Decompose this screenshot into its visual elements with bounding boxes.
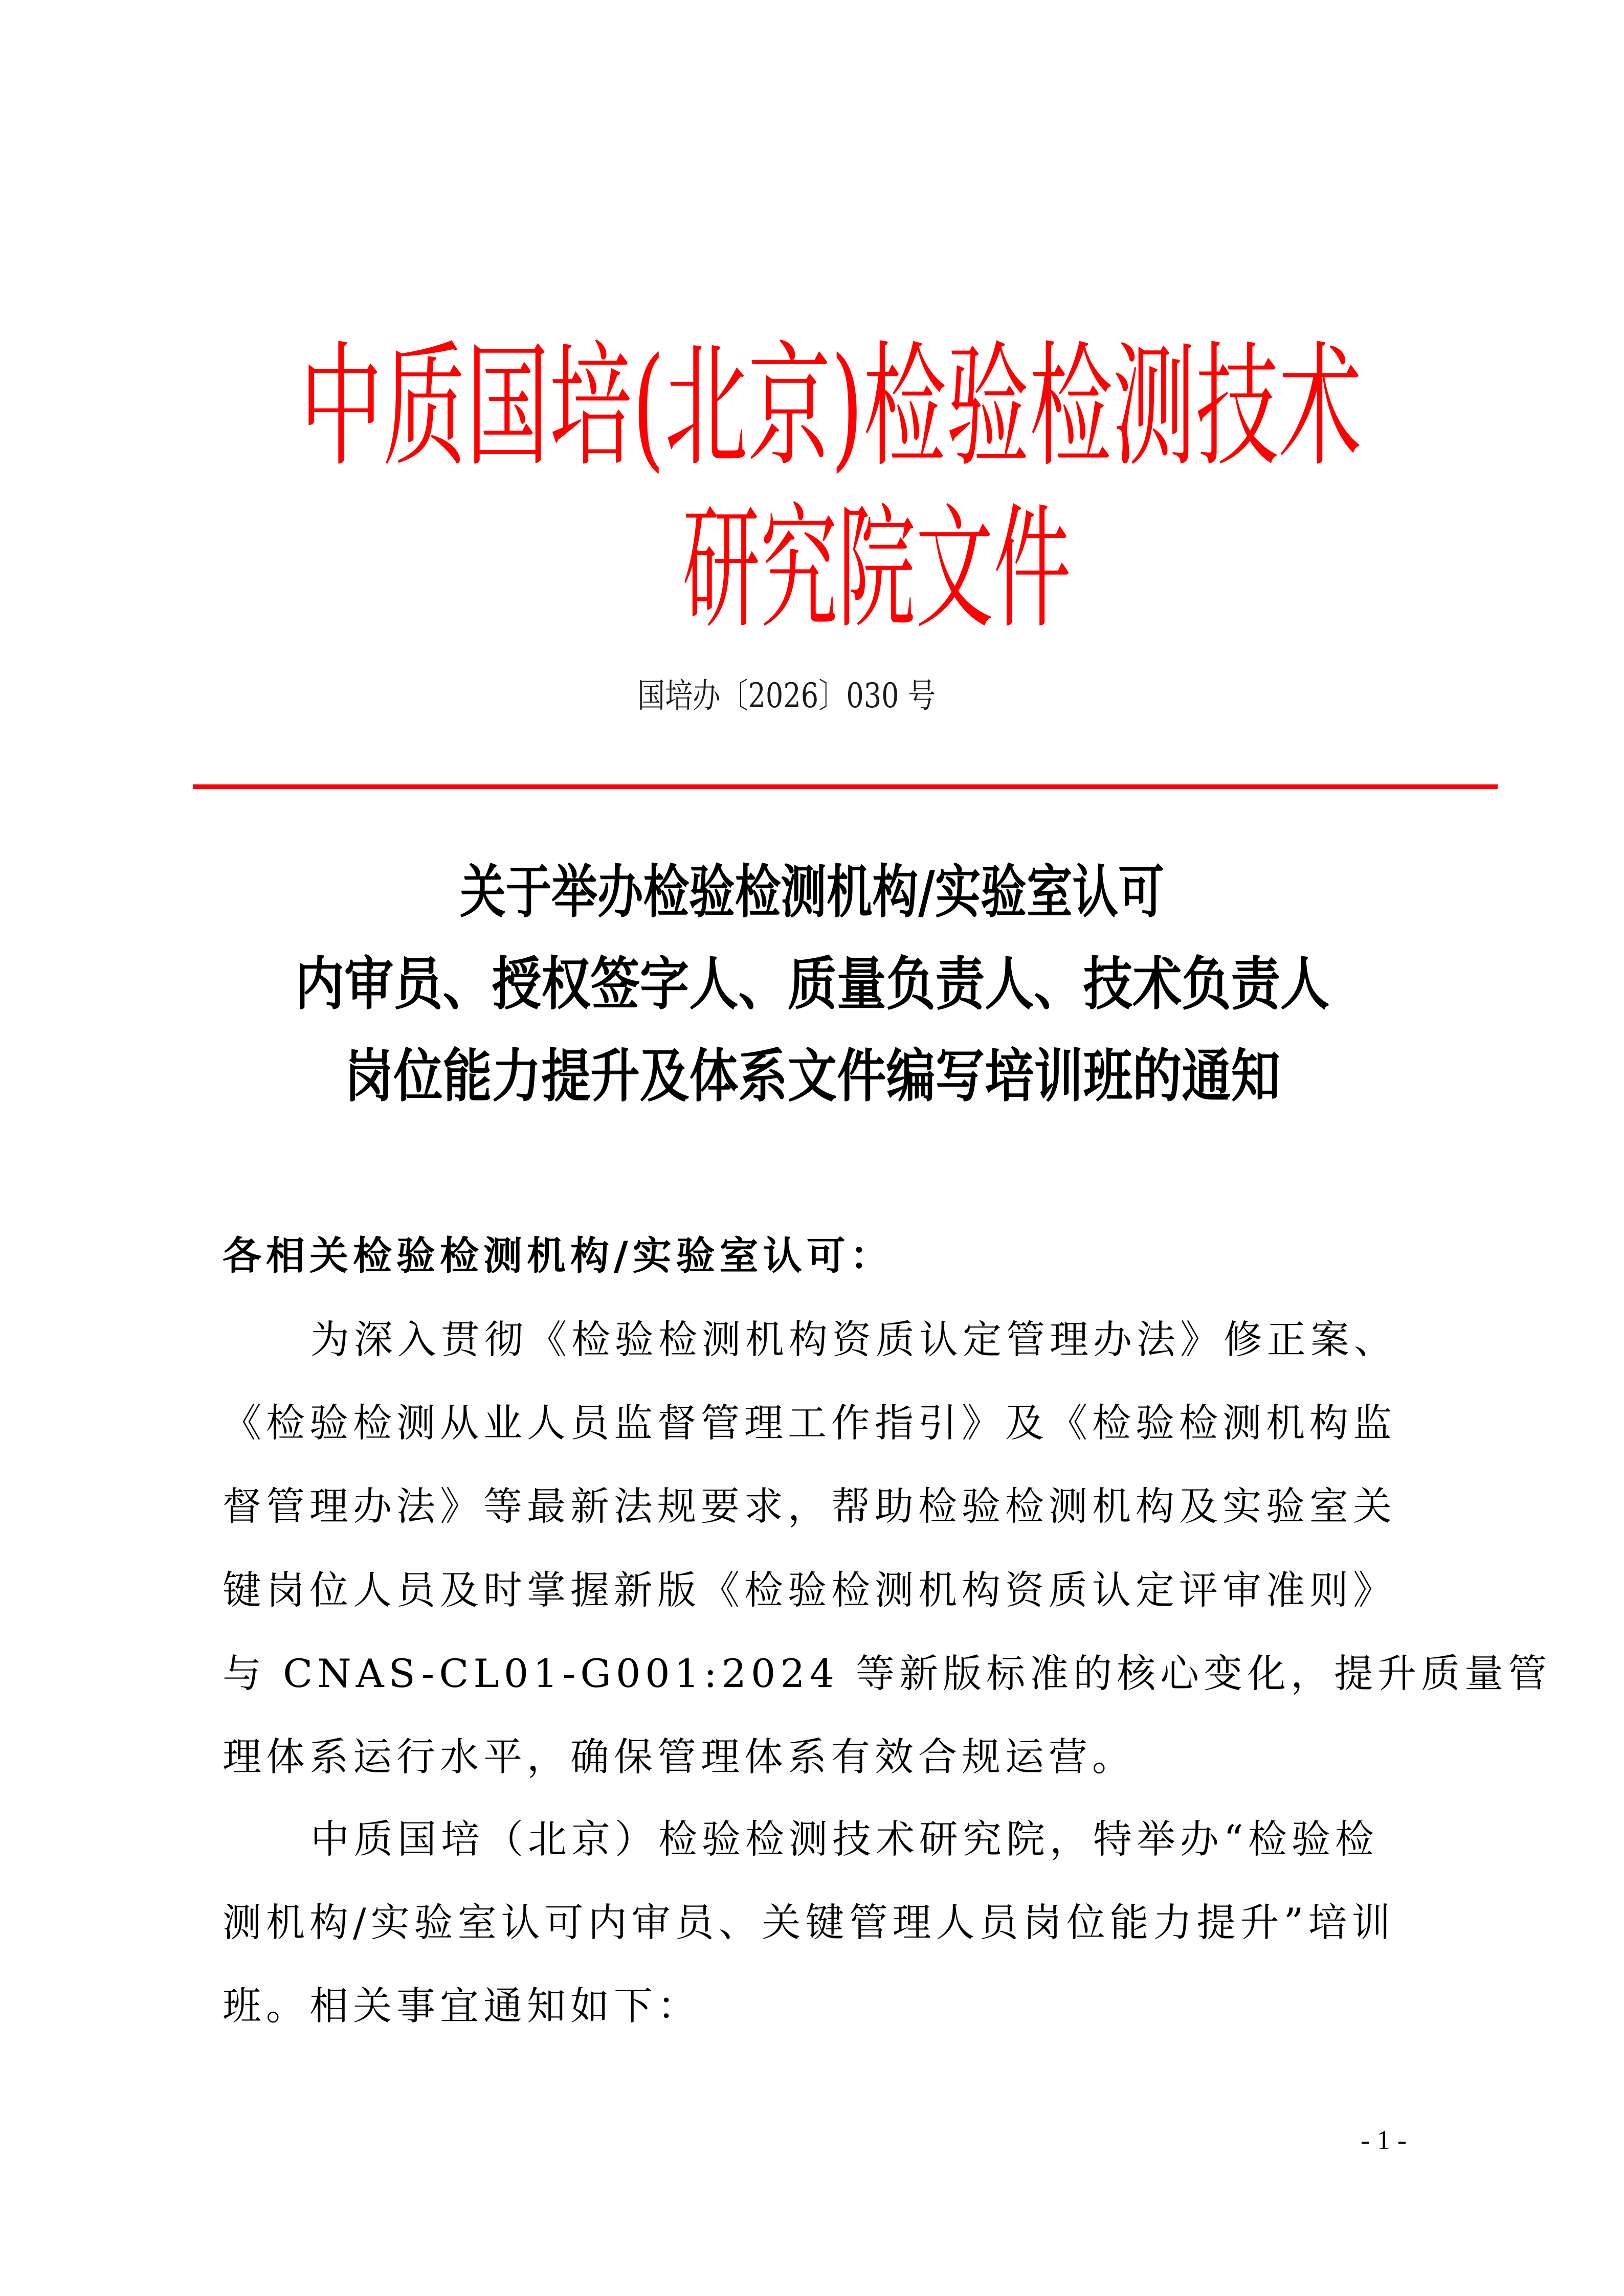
document-number-text: 国培办〔2026〕030 号 [637, 676, 936, 715]
notice-heading-line-2 [0, 946, 1624, 1023]
notice-heading-line-1 [0, 854, 1624, 931]
masthead-title-line-2 [0, 492, 1624, 646]
salutation: 各相关检验检测机构/实验室认可： [223, 1233, 894, 1278]
masthead-title-line-2-text: 研究院文件 [682, 491, 1071, 647]
notice-heading-line-3 [0, 1038, 1624, 1115]
paragraph-2-line-2: 测机构/实验室认可内审员、关键管理人员岗位能力提升”培训 [223, 1900, 1395, 1945]
paragraph-1-line-2: 《检验检测从业人员监督管理工作指引》及《检验检测机构监 [223, 1400, 1396, 1446]
document-number [0, 673, 1624, 719]
paragraph-2-line-1: 中质国培（北京）检验检测技术研究院，特举办“检验检 [310, 1816, 1378, 1862]
notice-heading-line-2-text: 内审员、授权签字人、质量负责人、技术负责人 [295, 951, 1329, 1018]
red-separator-rule [193, 784, 1498, 789]
masthead-title-line-1-text: 中质国培(北京)检验检测技术 [300, 329, 1362, 485]
notice-heading-line-3-text: 岗位能力提升及体系文件编写培训班的通知 [344, 1043, 1280, 1110]
paragraph-1-line-3: 督管理办法》等最新法规要求，帮助检验检测机构及实验室关 [223, 1483, 1396, 1529]
paragraph-1-line-1: 为深入贯彻《检验检测机构资质认定管理办法》修正案、 [310, 1317, 1397, 1362]
masthead-title-line-1 [0, 330, 1624, 484]
paragraph-2-line-3: 班。相关事宜通知如下： [223, 1983, 701, 2029]
page-number: - 1 - [1361, 2125, 1407, 2155]
paragraph-1-line-4: 键岗位人员及时掌握新版《检验检测机构资质认定评审准则》 [223, 1567, 1396, 1613]
paragraph-1-line-5: 与 CNAS-CL01-G001:2024 等新版标准的核心变化，提升质量管 [223, 1651, 1552, 1696]
notice-heading-line-1-text: 关于举办检验检测机构/实验室认可 [460, 859, 1164, 926]
paragraph-1-line-6: 理体系运行水平，确保管理体系有效合规运营。 [223, 1734, 1136, 1780]
